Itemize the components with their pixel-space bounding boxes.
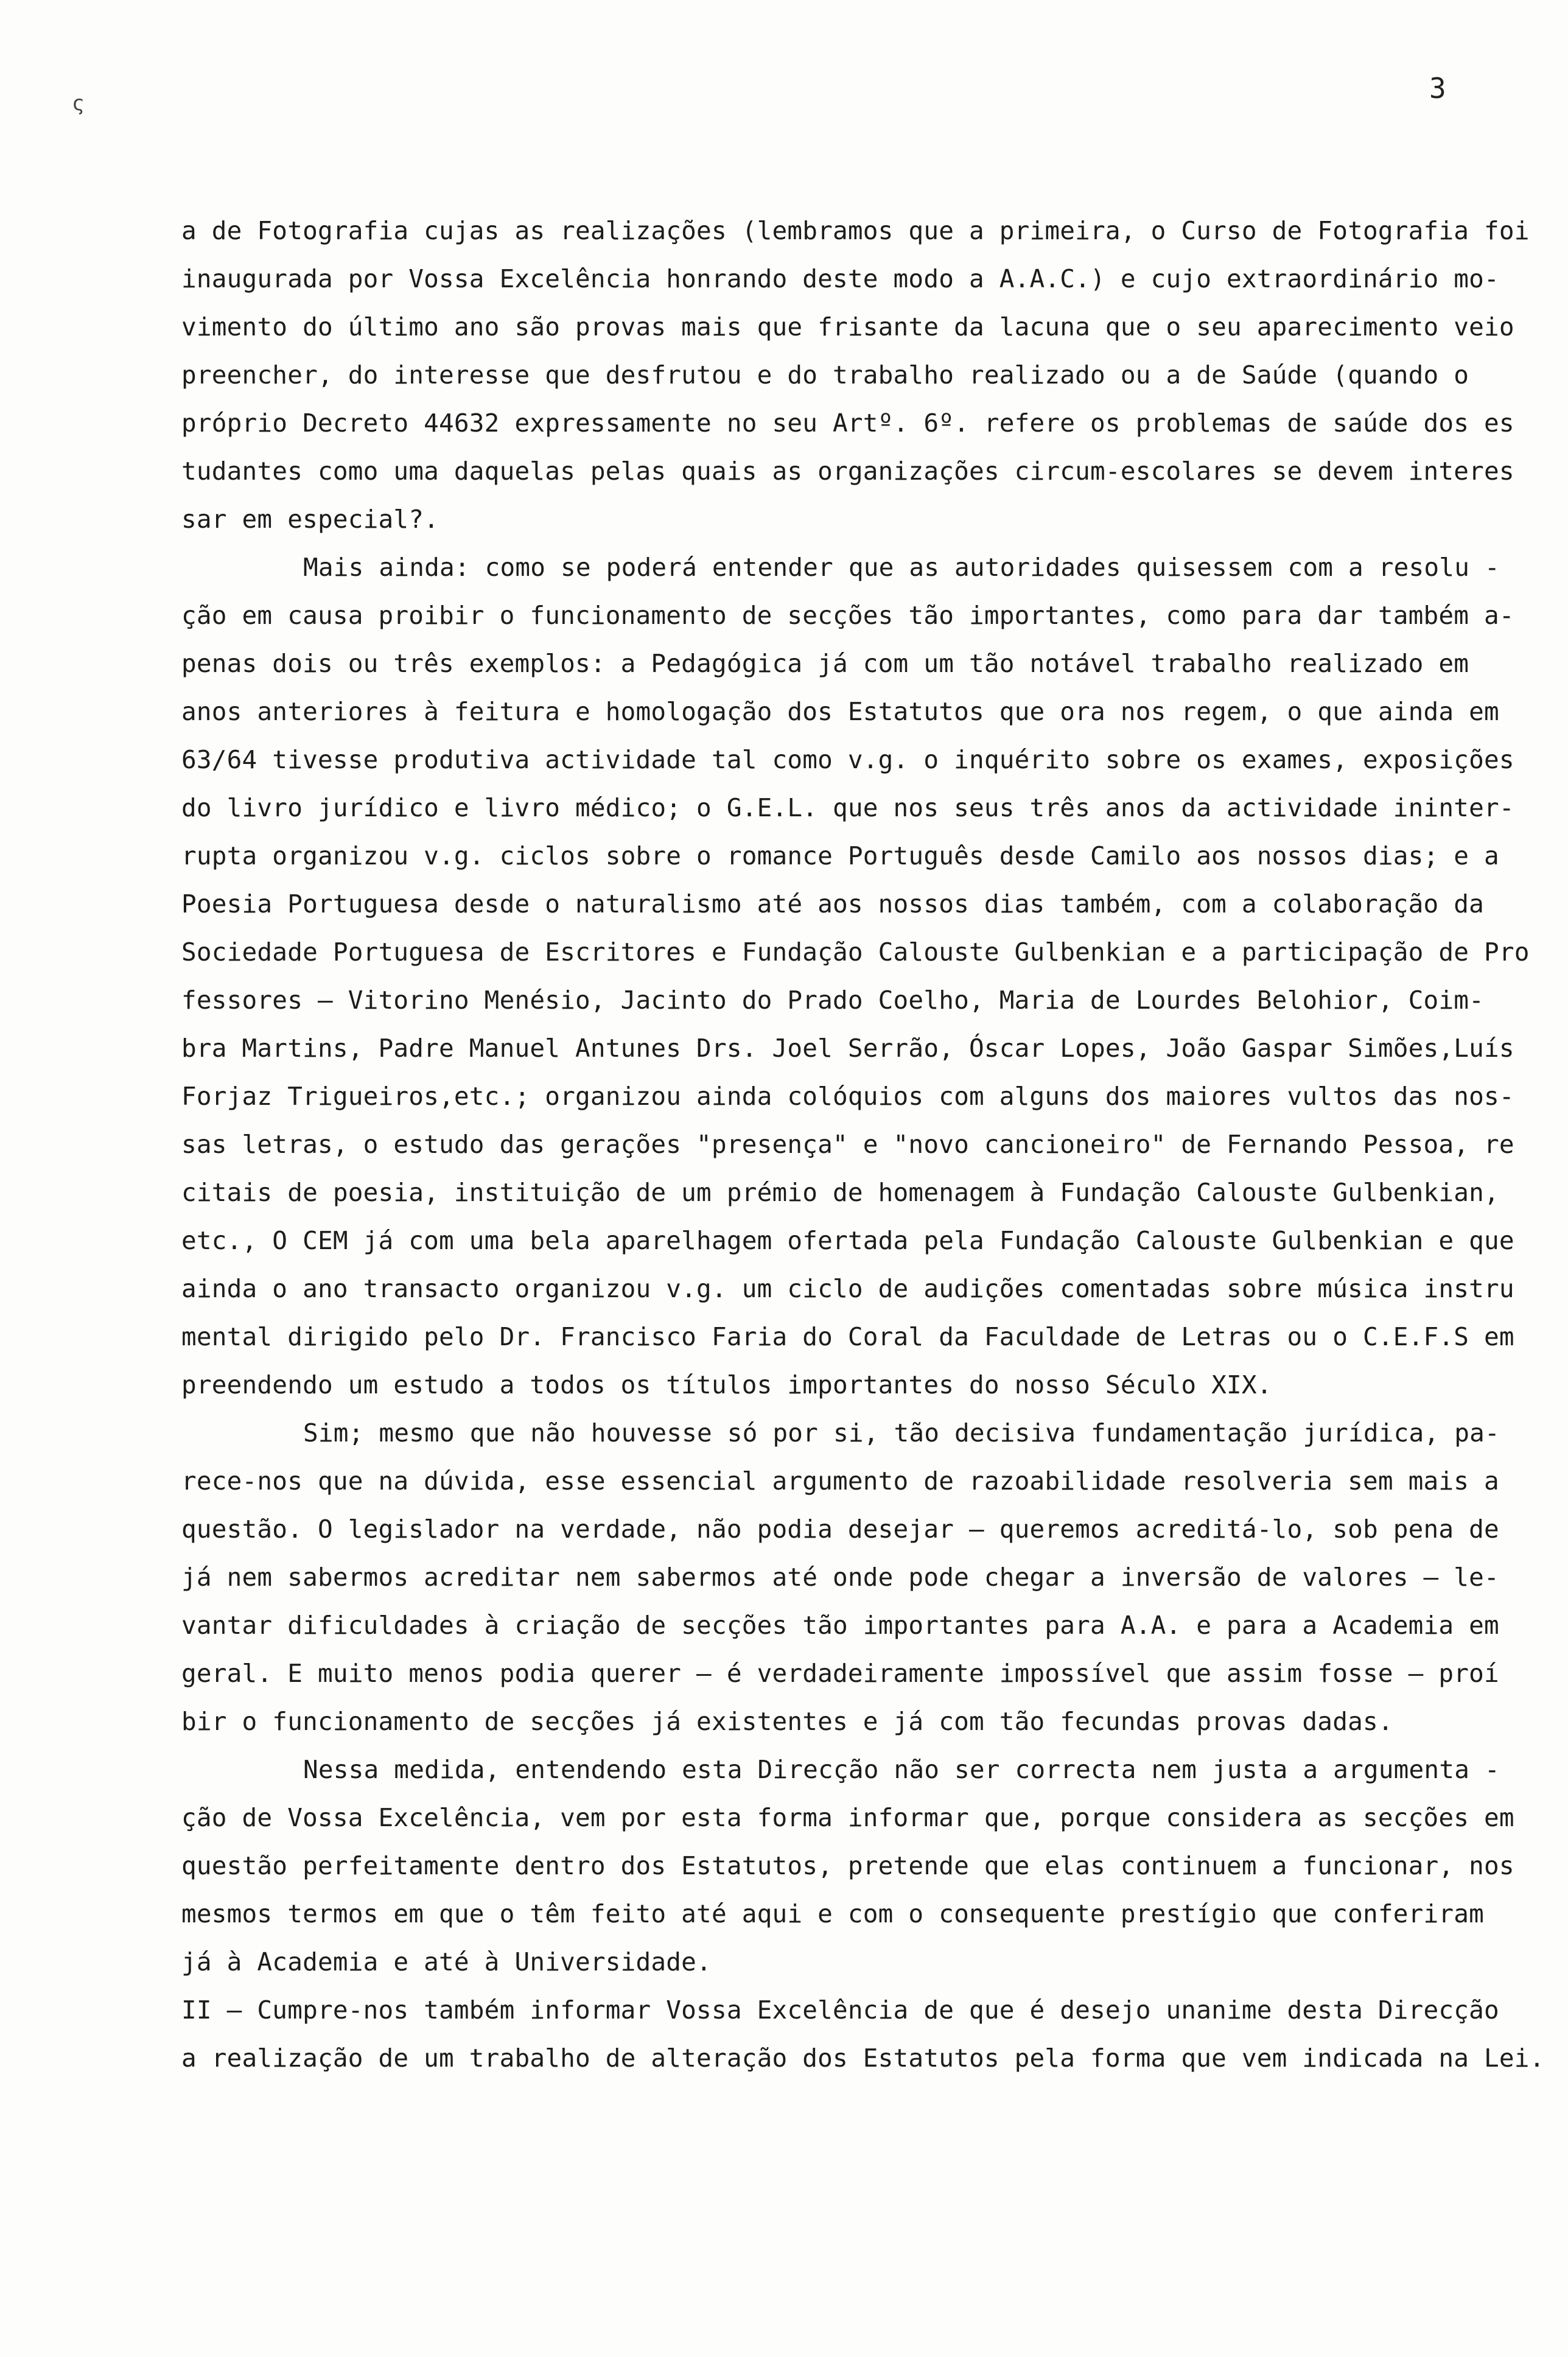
text-line: preendendo um estudo a todos os títulos importantes do nosso Século XIX. [181, 1370, 1272, 1399]
text-line: vantar dificuldades à criação de secções tão importantes para A.A. e para a Academia em [181, 1611, 1499, 1640]
corner-mark: ς [72, 91, 85, 116]
text-line: 63/64 tivesse produtiva actividade tal como v.g. o inquérito sobre os exames, exposições [181, 745, 1514, 774]
text-line: questão perfeitamente dentro dos Estatutos, pretende que elas continuem a funcionar, nos [181, 1851, 1514, 1880]
text-line: sar em especial?. [181, 505, 439, 534]
text-line: ção em causa proibir o funcionamento de secções tão importantes, como para dar também a- [181, 601, 1514, 630]
letter-body [181, 207, 1545, 2082]
text-line: etc., O CEM já com uma bela aparelhagem ofertada pela Fundação Calouste Gulbenkian e que [181, 1226, 1514, 1255]
text-line: Sociedade Portuguesa de Escritores e Fundação Calouste Gulbenkian e a participação de Pro [181, 937, 1530, 967]
text-line: a de Fotografia cujas as realizações (lembramos que a primeira, o Curso de Fotografia foi [181, 216, 1530, 245]
text-line: já à Academia e até à Universidade. [181, 1947, 712, 1977]
text-line: inaugurada por Vossa Excelência honrando deste modo a A.A.C.) e cujo extraordinário mo- [181, 264, 1499, 293]
text-line: bir o funcionamento de secções já existentes e já com tão fecundas provas dadas. [181, 1707, 1393, 1736]
text-line: próprio Decreto 44632 expressamente no seu Artº. 6º. refere os problemas de saúde dos es [181, 408, 1514, 438]
text-line: rece-nos que na dúvida, esse essencial argumento de razoabilidade resolveria sem mais a [181, 1466, 1499, 1496]
text-line: sas letras, o estudo das gerações "presença" e "novo cancioneiro" de Fernando Pessoa, re [181, 1130, 1514, 1159]
text-line: rupta organizou v.g. ciclos sobre o romance Português desde Camilo aos nossos dias; e a [181, 841, 1499, 870]
paragraph-start-line: Sim; mesmo que não houvesse só por si, tão decisiva fundamentação jurídica, pa- [303, 1418, 1500, 1448]
text-line: já nem sabermos acreditar nem sabermos até onde pode chegar a inversão de valores — le- [181, 1563, 1499, 1592]
text-line: preencher, do interesse que desfrutou e do trabalho realizado ou a de Saúde (quando o [181, 360, 1469, 390]
text-line: do livro jurídico e livro médico; o G.E.L. que nos seus três anos da actividade ininter- [181, 793, 1514, 822]
text-line: questão. O legislador na verdade, não podia desejar — queremos acreditá-lo, sob pena de [181, 1515, 1499, 1544]
page-number: 3 [1429, 72, 1446, 105]
text-line: anos anteriores à feitura e homologação dos Estatutos que ora nos regem, o que ainda em [181, 697, 1499, 726]
section-ii-start-line: II — Cumpre-nos também informar Vossa Excelência de que é desejo unanime desta Direcção [181, 1995, 1499, 2025]
text-line: vimento do último ano são provas mais que frisante da lacuna que o seu aparecimento veio [181, 312, 1514, 341]
text-line: a realização de um trabalho de alteração dos Estatutos pela forma que vem indicada na Lei. [181, 2044, 1545, 2073]
text-line: mental dirigido pelo Dr. Francisco Faria do Coral da Faculdade de Letras ou o C.E.F.S em [181, 1322, 1514, 1351]
paragraph-start-line: Nessa medida, entendendo esta Direcção não ser correcta nem justa a argumenta - [303, 1755, 1500, 1784]
text-line: bra Martins, Padre Manuel Antunes Drs. Joel Serrão, Óscar Lopes, João Gaspar Simões,Luís [181, 1034, 1514, 1063]
text-line: Forjaz Trigueiros,etc.; organizou ainda colóquios com alguns dos maiores vultos das nos- [181, 1082, 1514, 1111]
text-line: Poesia Portuguesa desde o naturalismo até aos nossos dias também, com a colaboração da [181, 889, 1485, 919]
text-line: tudantes como uma daquelas pelas quais as organizações circum-escolares se devem interes [181, 457, 1514, 486]
text-line: ainda o ano transacto organizou v.g. um ciclo de audições comentadas sobre música instru [181, 1274, 1514, 1303]
text-line: geral. E muito menos podia querer — é verdadeiramente impossível que assim fosse — proí [181, 1659, 1499, 1688]
text-line: penas dois ou três exemplos: a Pedagógica já com um tão notável trabalho realizado em [181, 649, 1469, 678]
paragraph-start-line: Mais ainda: como se poderá entender que as autoridades quisessem com a resolu - [303, 553, 1500, 582]
text-line: mesmos termos em que o têm feito até aqui e com o consequente prestígio que conferiram [181, 1899, 1485, 1928]
text-line: fessores — Vitorino Menésio, Jacinto do Prado Coelho, Maria de Lourdes Belohior, Coim- [181, 986, 1485, 1015]
text-line: ção de Vossa Excelência, vem por esta forma informar que, porque considera as secções em [181, 1803, 1514, 1832]
text-line: citais de poesia, instituição de um prémio de homenagem à Fundação Calouste Gulbenkian, [181, 1178, 1499, 1207]
